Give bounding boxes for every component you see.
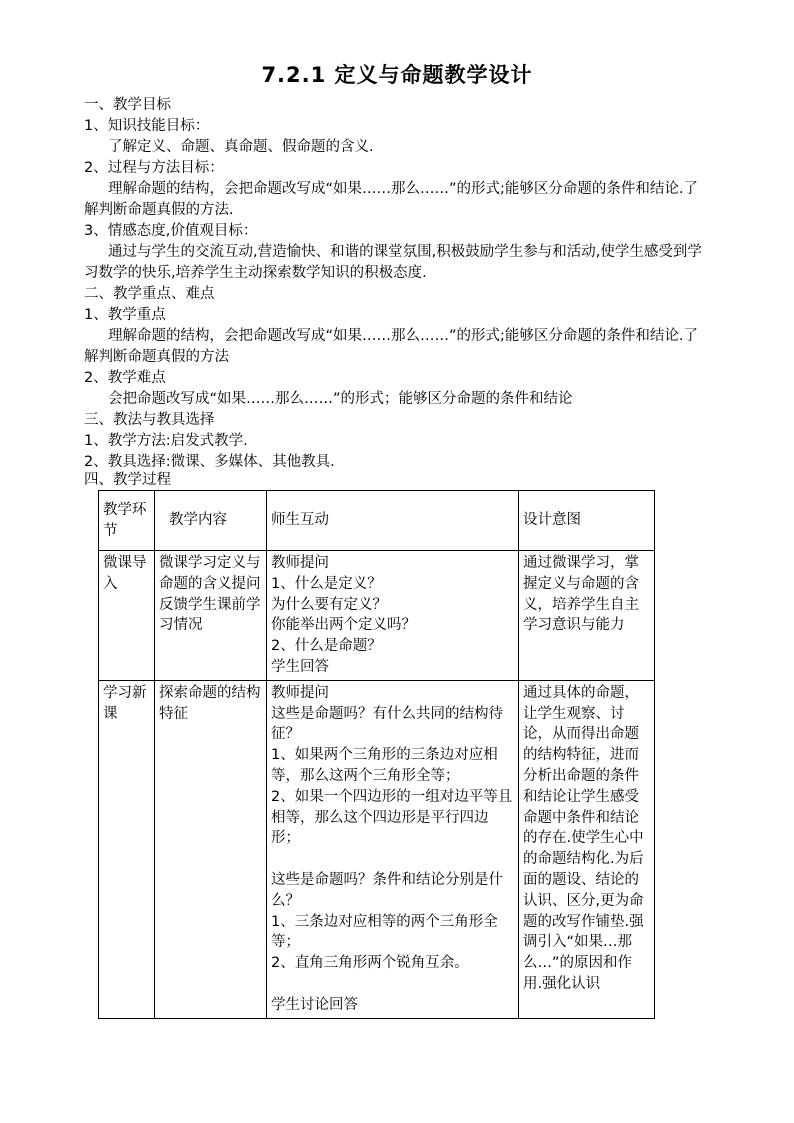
row-stage: 微课导入 [99,551,155,681]
interaction-line: 这些是命题吗？有什么共同的结构待征？ [271,705,503,743]
interaction-line: 为什么要有定义？ [271,596,387,613]
header-content: 教学内容 [155,491,267,551]
interaction-line: 教师提问 [271,684,329,701]
row-interaction [267,551,519,681]
blank-line [271,849,514,870]
interaction-line: 学生回答 [271,658,329,675]
subsection-process-methods: 2、过程与方法目标： [84,160,224,176]
difficult-points-text: 会把命题改写成“如果……那么……”的形式；能够区分命题的条件和结论 [108,391,573,407]
table-header-row [99,491,655,551]
row-intent: 通过微课学习，掌握定义与命题的含义，培养学生自主学习意识与能力 [519,551,655,681]
attitude-values-text: 通过与学生的交流互动,营造愉快、和谐的课堂氛围,积极鼓励学生参与和活动,使学生感受到学习数学的快乐,培养学生主动探索数学知识的积极态度. [84,244,702,281]
subsection-key-points: 1、教学重点 [84,307,166,323]
header-interaction: 师生互动 [267,491,519,551]
interaction-line: 2、直角三角形两个锐角互余。 [271,955,469,972]
interaction-line: 教师提问 [271,555,329,571]
teaching-tools-text: 2、教具选择:微课、多媒体、其他教具. [84,454,335,470]
section-process-heading: 四、教学过程 [84,472,171,488]
header-stage: 教学环节 [99,491,155,551]
interaction-line: 1、什么是定义？ [271,575,382,592]
interaction-line: 1、如果两个三角形的三条边对应相等，那么这两个三角形全等； [271,747,498,784]
row-stage: 学习新课 [99,680,155,1018]
header-intent: 设计意图 [519,491,655,551]
knowledge-skills-text: 了解定义、命题、真命题、假命题的含义. [108,139,374,155]
subsection-knowledge-skills: 1、知识技能目标： [84,118,210,134]
teaching-method-text: 1、教学方法:启发式教学. [84,433,248,449]
row-content: 微课学习定义与命题的含义提问反馈学生课前学习情况 [155,551,267,681]
interaction-line: 1、三条边对应相等的两个三角形全等； [271,913,498,951]
row-interaction [267,680,519,1018]
interaction-line: 这些是命题吗？条件和结论分别是什么？ [271,871,503,909]
section-objectives-heading: 一、教学目标 [84,97,171,113]
table-row [99,551,655,681]
key-points-text: 理解命题的结构，会把命题改写成“如果……那么……”的形式;能够区分命题的条件和结论.了解判断命题真假的方法 [84,328,699,365]
interaction-line: 2、如果一个四边形的一组对边平等且相等，那么这个四边形是平行四边形； [271,788,513,847]
process-methods-text: 理解命题的结构，会把命题改写成“如果……那么……”的形式;能够区分命题的条件和结论.了解判断命题真假的方法. [84,181,699,218]
document-title: 7.2.1 定义与命题教学设计 [261,63,533,87]
row-intent: 通过具体的命题，让学生观察、讨论，从而得出命题的结构特征，进而分析出命题的条件和结论让学生感受命题中条件和结论的存在.使学生心中的命题结构化.为后面的题设、结论的认识、区分,更为命题的改写作铺垫.强调引入“如果…那么…”的原因和作用.强化认识 [519,680,655,1018]
row-content: 探索命题的结构特征 [155,680,267,1018]
interaction-line: 2、什么是命题？ [271,638,382,655]
section-methods-tools-heading: 三、教法与教具选择 [84,412,215,428]
table-row [99,680,655,1018]
interaction-line: 你能举出两个定义吗？ [271,617,416,634]
section-key-points-heading: 二、教学重点、难点 [84,286,215,302]
interaction-line: 学生讨论回答 [271,996,358,1013]
blank-line [271,974,514,995]
subsection-difficult-points: 2、教学难点 [84,370,166,386]
teaching-process-table [98,490,655,1019]
subsection-attitude-values: 3、情感态度,价值观目标： [84,223,258,239]
